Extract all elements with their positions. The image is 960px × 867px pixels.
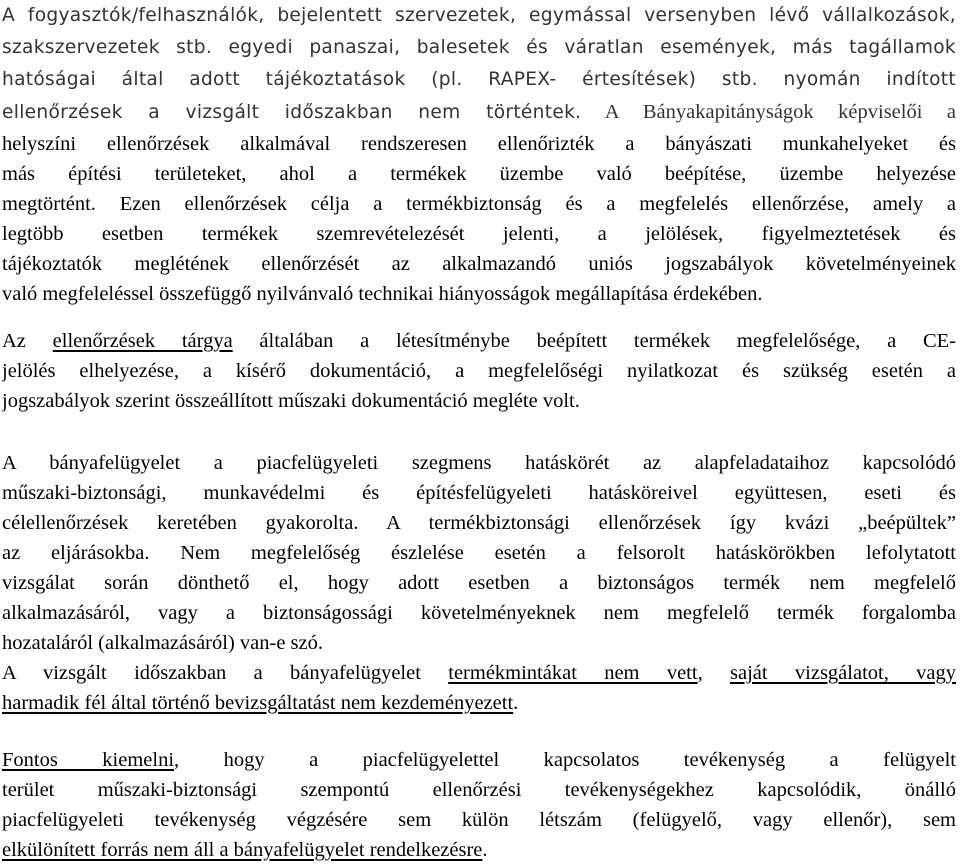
text-segment: ellenőrzések a vizsgált időszakban nem történtek.	[2, 102, 582, 123]
text-line: piacfelügyeleti tevékenység végzésére sem külön létszám (felügyelő, vagy ellenőr), sem	[2, 809, 956, 831]
paragraph-3	[2, 448, 956, 718]
text-line: legtöbb esetben termékek szemrevételezését jelenti, a jelölések, figyelmeztetések és	[2, 223, 956, 245]
text-line	[2, 688, 956, 718]
underlined-phrase: termékmintákat nem vett	[448, 662, 698, 684]
underlined-phrase: elkülönített forrás nem áll a bányafelügyelet rendelkezésre	[2, 839, 483, 861]
text-segment: A vizsgált időszakban a bányafelügyelet	[2, 662, 449, 684]
text-line: műszaki-biztonsági, munkavédelmi és építésfelügyeleti hatásköreivel együttesen, eseti és	[2, 482, 956, 504]
text-segment: .	[482, 839, 488, 861]
text-segment: .	[513, 692, 519, 714]
text-segment: ,	[697, 662, 731, 684]
underlined-phrase: harmadik fél által történő bevizsgáltatást nem kezdeményezett	[2, 692, 514, 714]
text-line: vizsgálat során dönthető el, hogy adott esetben a biztonságos termék nem megfelelő	[2, 572, 956, 594]
text-line: megtörtént. Ezen ellenőrzések célja a termékbiztonság és a megfelelés ellenőrzése, amely a	[2, 193, 956, 215]
text-line	[2, 835, 956, 865]
text-line: A fogyasztók/felhasználók, bejelentett szervezetek, egymással versenyben lévő vállalkozások,	[2, 5, 956, 26]
text-line: más építési területeket, ahol a termékek üzembe való beépítése, üzembe helyezése	[2, 163, 956, 185]
text-line	[2, 326, 956, 356]
text-line	[2, 96, 956, 129]
underlined-phrase: saját vizsgálatot, vagy	[730, 662, 956, 684]
text-line: jogszabályok szerint összeállított műszaki dokumentáció megléte volt.	[2, 390, 580, 412]
text-line	[2, 658, 956, 688]
text-line	[2, 745, 956, 775]
paragraph-4	[2, 745, 956, 865]
text-segment: , hogy a piacfelügyelettel kapcsolatos tevékenység a felügyelt	[174, 749, 956, 771]
text-line: tájékoztatók meglétének ellenőrzését az alkalmazandó uniós jogszabályok követelményeinek	[2, 253, 956, 275]
text-segment: általában a létesítménybe beépített termékek megfelelősége, a CE-	[232, 330, 956, 352]
text-line: hozataláról (alkalmazásáról) van-e szó.	[2, 632, 323, 654]
paragraph-1	[2, 0, 956, 309]
text-line: jelölés elhelyezése, a kísérő dokumentáció, a megfelelőségi nyilatkozat és szükség esetén a	[2, 360, 956, 382]
underlined-phrase: ellenőrzések tárgya	[52, 330, 233, 352]
text-line: hatóságai által adott tájékoztatások (pl. RAPEX- értesítések) stb. nyomán indított	[2, 69, 956, 90]
text-line: célellenőrzések keretében gyakorolta. A termékbiztonsági ellenőrzések így kvázi „beépültek”	[2, 512, 956, 534]
text-line: terület műszaki-biztonsági szempontú ellenőrzési tevékenységekhez kapcsolódik, önálló	[2, 779, 956, 801]
text-line: A bányafelügyelet a piacfelügyeleti szegmens hatáskörét az alapfeladataihoz kapcsolódó	[2, 452, 956, 474]
text-line: szakszervezetek stb. egyedi panaszai, balesetek és váratlan események, más tagállamok	[2, 37, 956, 58]
underlined-phrase: Fontos kiemelni	[2, 749, 175, 771]
text-line: való megfeleléssel összefüggő nyilvánvaló technikai hiányosságok megállapítása érdekében.	[2, 283, 763, 305]
text-line: az eljárásokba. Nem megfelelőség észlelése esetén a felsorolt hatáskörökben lefolytatott	[2, 542, 956, 564]
text-segment: A Bányakapitányságok képviselői a	[581, 101, 956, 123]
text-line: alkalmazásáról, vagy a biztonságossági követelményeknek nem megfelelő termék forgalomba	[2, 602, 956, 624]
text-line: helyszíni ellenőrzések alkalmával rendszeresen ellenőrizték a bányászati munkahelyeket és	[2, 133, 956, 155]
text-segment: Az	[2, 330, 53, 352]
paragraph-2	[2, 326, 956, 416]
